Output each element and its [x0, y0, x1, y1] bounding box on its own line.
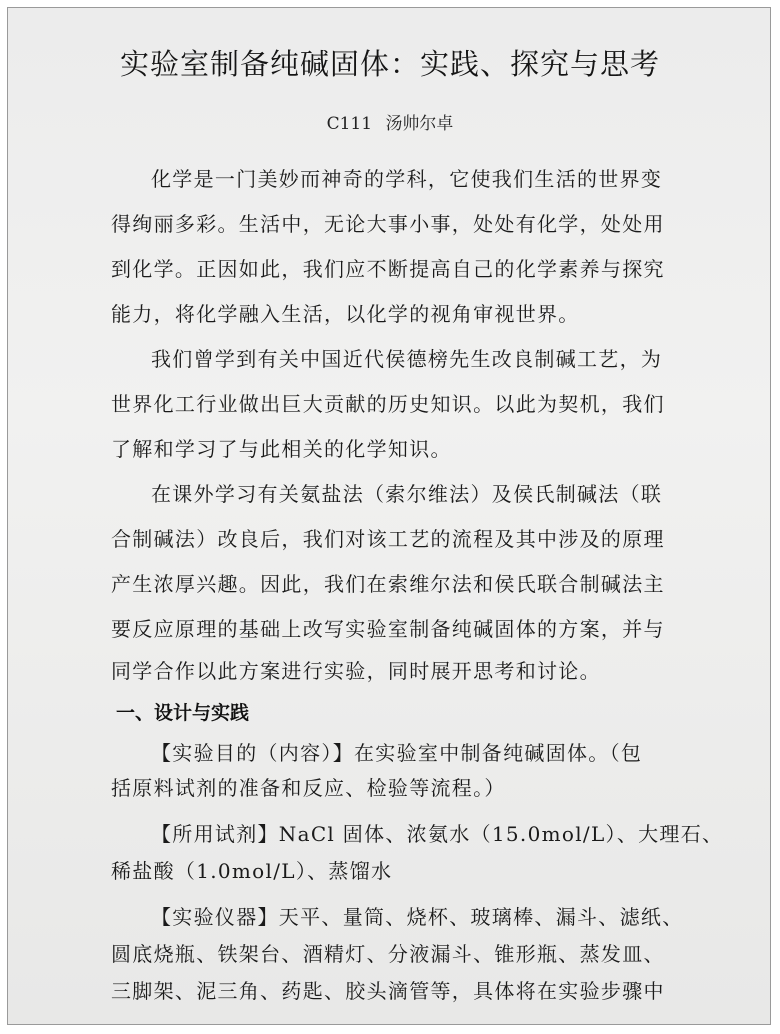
paragraph-line: 到化学。正因如此，我们应不断提高自己的化学素养与探究	[111, 257, 665, 281]
paragraph-line: 稀盐酸（1.0mol/L）、蒸馏水	[111, 859, 393, 883]
paragraph-line: 在课外学习有关氨盐法（索尔维法）及侯氏制碱法（联	[151, 482, 663, 506]
paragraph-line: 能力，将化学融入生活，以化学的视角审视世界。	[111, 302, 580, 326]
paragraph-line: 括原料试剂的准备和反应、检验等流程。）	[111, 776, 506, 800]
document-page	[7, 7, 771, 1025]
paragraph-line: 得绚丽多彩。生活中，无论大事小事，处处有化学，处处用	[111, 212, 665, 236]
paragraph-line: 产生浓厚兴趣。因此，我们在索维尔法和侯氏联合制碱法主	[111, 572, 665, 596]
author-name: 汤帅尔卓	[385, 114, 454, 134]
paragraph-line: 同学合作以此方案进行实验，同时展开思考和讨论。	[111, 659, 601, 683]
paragraph-line: 世界化工行业做出巨大贡献的历史知识。以此为契机，我们	[111, 392, 665, 416]
paragraph-line: 合制碱法）改良后，我们对该工艺的流程及其中涉及的原理	[111, 527, 665, 551]
paragraph-line: 我们曾学到有关中国近代侯德榜先生改良制碱工艺，为	[151, 347, 663, 371]
author-line	[8, 109, 771, 134]
document-title: 实验室制备纯碱固体：实践、探究与思考	[119, 47, 660, 81]
paragraph-line: 了解和学习了与此相关的化学知识。	[111, 437, 452, 461]
paragraph-line: 【所用试剂】NaCl 固体、浓氨水（15.0mol/L）、大理石、	[151, 822, 724, 846]
paragraph-line: 化学是一门美妙而神奇的学科，它使我们生活的世界变	[151, 167, 663, 191]
paragraph-line: 圆底烧瓶、铁架台、酒精灯、分液漏斗、锥形瓶、蒸发皿、	[111, 942, 665, 966]
paragraph-line: 要反应原理的基础上改写实验室制备纯碱固体的方案，并与	[111, 617, 665, 641]
section-heading: 一、设计与实践	[116, 702, 250, 724]
paragraph-line: 【实验目的（内容）】在实验室中制备纯碱固体。（包	[151, 741, 643, 765]
paragraph-line: 三脚架、泥三角、药匙、胶头滴管等，具体将在实验步骤中	[111, 979, 665, 1003]
paragraph-line: 【实验仪器】天平、量筒、烧杯、玻璃棒、漏斗、滤纸、	[151, 905, 684, 929]
author-class: C111	[326, 114, 373, 134]
